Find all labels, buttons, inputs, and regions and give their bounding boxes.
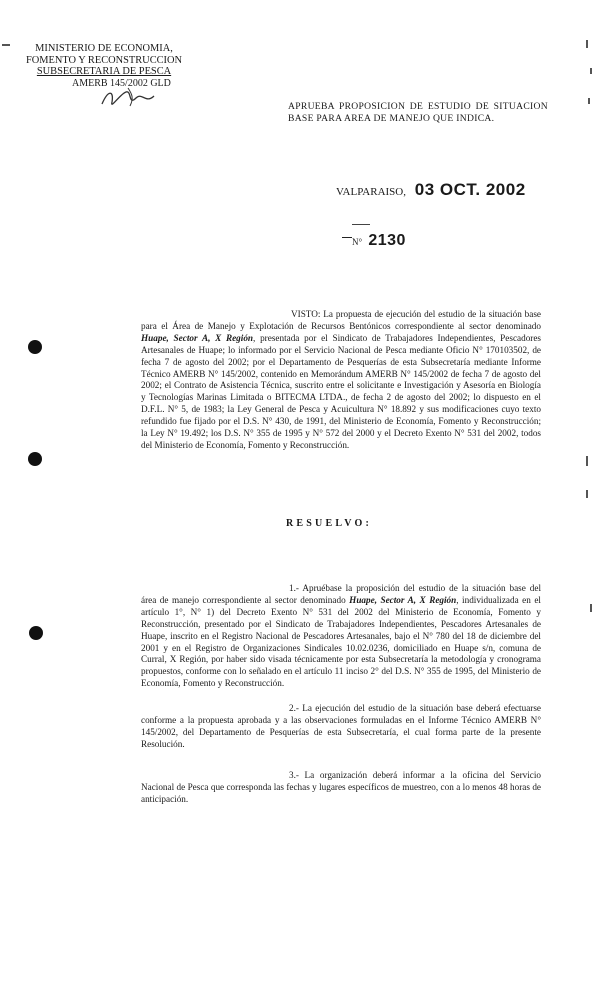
ministry-name: MINISTERIO DE ECONOMIA, <box>35 43 173 54</box>
resuelvo-heading: RESUELVO: <box>286 518 373 529</box>
item-number: 3.- <box>289 770 299 780</box>
visto-text-cont: , presentada por el Sindicato de Trabajadores Independientes, Pescadores Artesanales de Huape; lo informado por el Servicio Nacional de Pesca mediante Oficio N° 170103502, de fecha 7 de agosto del 2002; por el Departamento de Pesquerías de esta Subsecretaría mediante Informe Técnico AMERB N° 145/2002, contenido en Memorándum AMERB N° 145/2002 de fecha 7 de agosto del 2002; el Contrato de Asistencia Técnica, suscrito entre el solicitante e Investigación y Asesoría en Biología y Tecnologías Marinas Limitada o BITECMA LTDA., de fecha 2 de agosto del 2002; lo dispuesto en el D.F.L. N° 5, de 1983; la Ley General de Pesca y Acuicultura N° 18.892 y sus modificaciones cuyo texto refundido fue fijado por el D.S. N° 430, de 1991, del Ministerio de Economía, Fomento y Reconstrucción; la Ley N° 19.492; los D.S. N° 355 de 1995 y N° 572 del 2000 y el Decreto Exento N° 531 del 2002, todos del Ministerio de Economía, Fomento y Reconstrucción. <box>141 332 541 450</box>
item-number: 2.- <box>289 703 299 713</box>
punch-hole-icon <box>28 452 42 466</box>
item-number: 1.- <box>289 583 299 593</box>
resolution-item-1 <box>141 583 541 690</box>
number-dash <box>342 237 352 238</box>
scan-mark <box>588 98 590 104</box>
handwritten-initials-icon <box>98 84 168 112</box>
date-place: VALPARAISO, <box>336 186 406 198</box>
item-sector: Huape, Sector A, X Región <box>349 594 457 605</box>
visto-sector: Huape, Sector A, X Región <box>141 332 254 343</box>
scan-mark <box>586 456 588 466</box>
scan-mark <box>590 604 592 612</box>
ministry-name-cont: FOMENTO Y RECONSTRUCCION <box>25 54 183 66</box>
letterhead <box>14 43 194 89</box>
scan-mark <box>2 44 10 46</box>
resolution-subject: APRUEBA PROPOSICION DE ESTUDIO DE SITUACION BASE PARA AREA DE MANEJO QUE INDICA. <box>288 101 548 125</box>
punch-hole-icon <box>29 626 43 640</box>
reference-code: AMERB 145/2002 GLD <box>72 77 171 89</box>
visto-lead: VISTO: <box>291 309 321 319</box>
number-stamp: 2130 <box>368 232 406 249</box>
scan-mark <box>586 490 588 498</box>
scan-mark <box>590 68 592 74</box>
resolution-item-3 <box>141 770 541 806</box>
scan-mark <box>586 40 588 48</box>
punch-hole-icon <box>28 340 42 354</box>
item-text-cont: , individualizada en el artículo 1°, N° 1) del Decreto Exento N° 531 del 2002 del Ministerio de Economía, Fomento y Reconstrucción, presentado por el Sindicato de Trabajadores Independientes, Pescadores Artesanales de Huape, inscrito en el Registro Nacional de Pescadores Artesanales, bajo el N° 780 del 18 de diciembre del 2001 y en el Registro de Organizaciones Sindicales 10.02.0236, domiciliado en Huape s/n, comuna de Curral, X Región, por haber sido visada técnicamente por esta Subsecretaría la metodología y cronograma propuestos, conforme con lo señalado en el artículo 11 inciso 2° del D.S. N° 355 de 1995, del Ministerio de Economía, Fomento y Reconstrucción. <box>141 594 541 689</box>
date-stamp: 03 OCT. 2002 <box>414 180 526 199</box>
item-text: Apruébase la proposición del estudio de la situación base del área de manejo correspondiente al sector denominado <box>141 583 541 605</box>
visto-paragraph <box>141 309 541 452</box>
item-text: La organización deberá informar a la oficina del Servicio Nacional de Pesca que corresponda las fechas y lugares específicos de muestreo, con a lo menos 48 horas de anticipación. <box>141 770 541 804</box>
subsecretary-name: SUBSECRETARIA DE PESCA <box>36 66 172 78</box>
item-text: La ejecución del estudio de la situación base deberá efectuarse conforme a la propuesta aprobada y a las observaciones formuladas en el Informe Técnico AMERB N° 145/2002, del Departamento de Pesquerías de esta Subsecretaría, el cual forma parte de la presente Resolución. <box>141 703 541 749</box>
resolution-item-2 <box>141 703 541 751</box>
number-label: N° <box>352 237 363 247</box>
visto-text: La propuesta de ejecución del estudio de la situación base para el Área de Manejo y Explotación de Recursos Bentónicos correspondiente al sector denominado <box>141 309 541 331</box>
resolution-number <box>352 232 406 250</box>
number-dash-top <box>352 224 370 225</box>
date-line <box>336 180 526 200</box>
